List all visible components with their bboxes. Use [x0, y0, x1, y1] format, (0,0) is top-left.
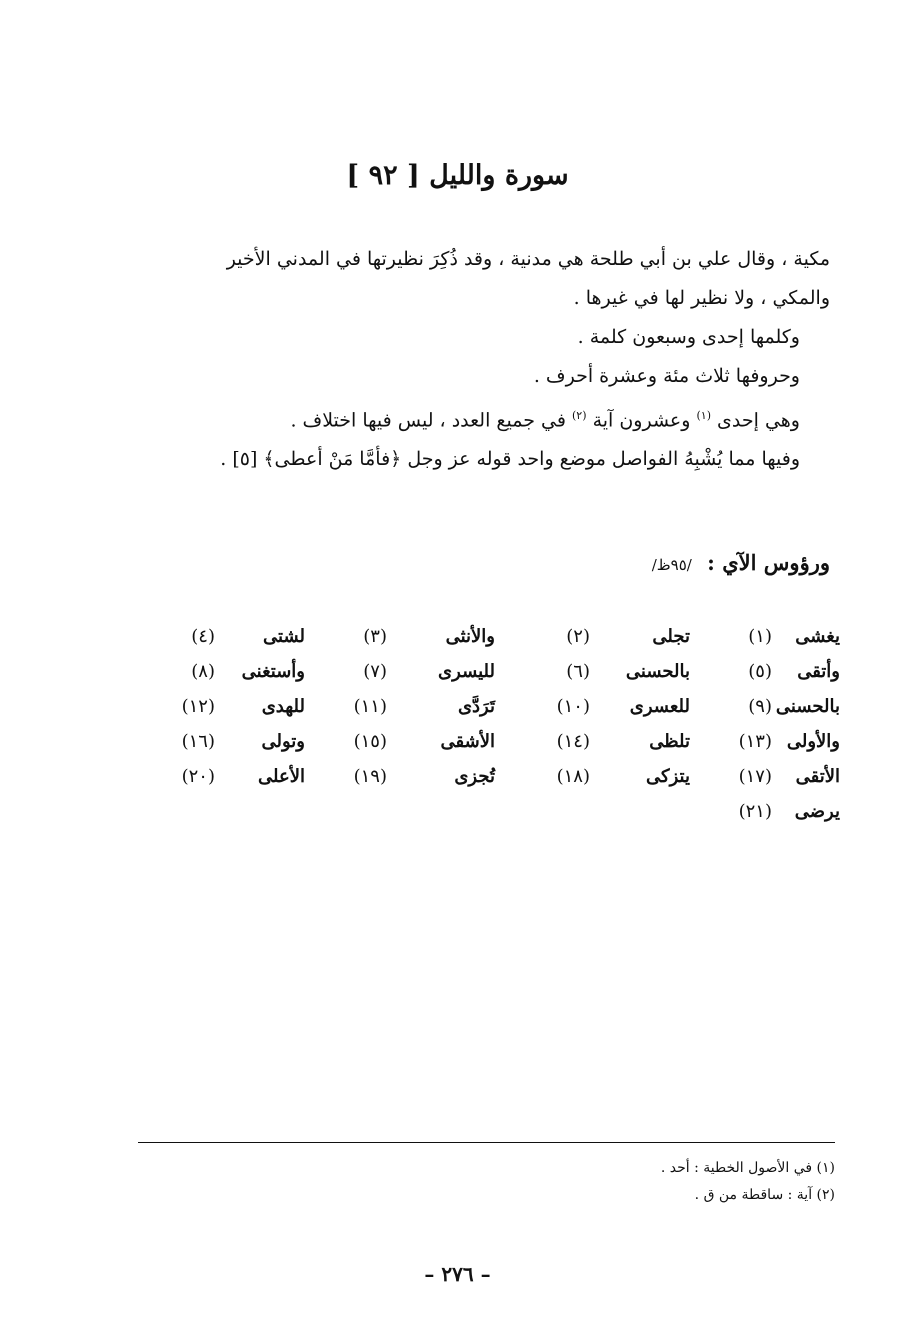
verse-word: وأتقى	[797, 661, 840, 682]
verse-word: لشتى	[263, 626, 305, 647]
intro-line: مكية ، وقال علي بن أبي طلحة هي مدنية ، وقد ذُكِرَ نظيرتها في المدني الأخير	[226, 248, 830, 270]
verse-number: (١٠)	[556, 696, 590, 717]
verse-word: يتزكى	[646, 766, 690, 787]
verse-word: لليسرى	[438, 661, 495, 682]
intro-fragment: وعشرون آية	[592, 409, 691, 432]
verse-word: تُجزى	[454, 766, 495, 787]
footnote-reference: (٢)	[572, 409, 587, 422]
intro-line: وكلمها إحدى وسبعون كلمة .	[577, 326, 800, 348]
verse-number: (١٨)	[556, 766, 590, 787]
verse-word: وأستغنى	[241, 661, 305, 682]
verse-number: (٤)	[191, 626, 215, 647]
verse-number: (١٩)	[353, 766, 387, 787]
page-number: – ٢٧٦ –	[424, 1262, 491, 1286]
verse-word: تَرَدَّى	[457, 696, 495, 717]
verses-heading	[652, 550, 830, 575]
verse-number: (١٤)	[556, 731, 590, 752]
verse-word: الأتقى	[795, 766, 840, 787]
verse-number: (١٧)	[738, 766, 772, 787]
verse-number: (٢)	[566, 626, 590, 647]
verse-word: للهدى	[261, 696, 305, 717]
verse-number: (٢٠)	[181, 766, 215, 787]
verse-number: (١٥)	[353, 731, 387, 752]
verse-number: (٣)	[363, 626, 387, 647]
verses-title-text: ورؤوس الآي :	[707, 550, 830, 575]
verse-word: يرضى	[794, 801, 840, 822]
footnote: (١) في الأصول الخطية : أحد .	[660, 1160, 835, 1176]
verse-word: والأنثى	[445, 626, 495, 647]
verse-word: بالحسنى	[625, 661, 690, 682]
intro-line: والمكي ، ولا نظير لها في غيرها .	[573, 287, 830, 309]
intro-line: وفيها مما يُشْبِهُ الفواصل موضع واحد قوله عز وجل ﴿فأمَّا مَنْ أعطى﴾ [٥] .	[220, 448, 800, 471]
verse-number: (٢١)	[738, 801, 772, 822]
verse-word: الأعلى	[258, 766, 305, 787]
verse-number: (١)	[748, 626, 772, 647]
verse-word: الأشقى	[440, 731, 495, 752]
verse-number: (٩)	[748, 696, 772, 717]
verse-number: (٧)	[363, 661, 387, 682]
verse-number: (٨)	[191, 661, 215, 682]
verse-word: يغشى	[795, 626, 840, 647]
verse-number: (١١)	[353, 696, 387, 717]
footnote-reference: (١)	[696, 409, 711, 422]
intro-fragment: في جميع العدد ، ليس فيها اختلاف .	[290, 409, 566, 432]
verse-number: (٦)	[566, 661, 590, 682]
verse-word: للعسرى	[629, 696, 690, 717]
verse-word: تجلى	[652, 626, 690, 647]
footnotes	[661, 1155, 835, 1209]
manuscript-note: /٩٥ظ/	[651, 556, 692, 574]
intro-text	[125, 240, 830, 479]
intro-line: وحروفها ثلاث مئة وعشرة أحرف .	[533, 365, 800, 387]
verse-number: (٥)	[748, 661, 772, 682]
verse-word: تلظى	[649, 731, 690, 752]
footnote-divider	[138, 1142, 835, 1143]
verse-number: (١٦)	[181, 731, 215, 752]
intro-line	[125, 396, 830, 440]
page-title: سورة والليل [ ٩٢ ]	[346, 160, 569, 191]
footnote: (٢) آية : ساقطة من ق .	[694, 1187, 835, 1203]
verse-number: (١٢)	[181, 696, 215, 717]
intro-fragment: وهي إحدى	[717, 409, 800, 432]
verse-word: بالحسنى	[775, 696, 840, 717]
verse-endings-grid	[130, 622, 840, 827]
verse-word: وتولى	[261, 731, 305, 752]
verse-number: (١٣)	[738, 731, 772, 752]
verse-word: والأولى	[786, 731, 840, 752]
